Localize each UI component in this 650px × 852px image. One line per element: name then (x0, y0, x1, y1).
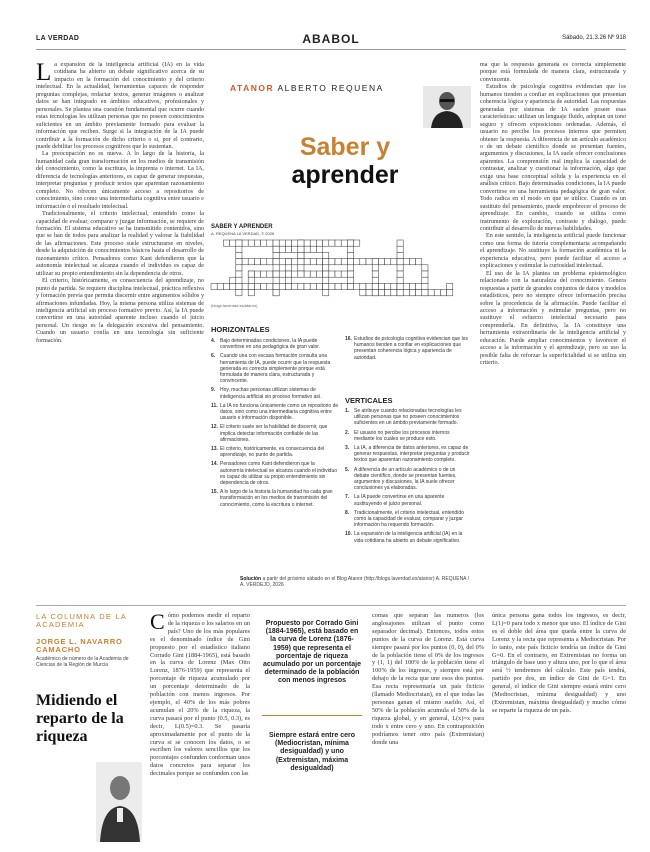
article-paragraph: La preocupación no es nueva. A lo largo de la historia, la humanidad cada gran transformación en los medios de transmisión del conocimiento, como la escritura, la imprenta o internet. La IA, diferencia de tecnologías anteriores, es capaz de generar respuestas, interpretar preguntas y producir textos que aparentan razonamiento completo. No ofrecen únicamente acceso a repositorios de conocimiento, sino como una intermediaria cognitiva entre usuario e información o el resultado intelectual. (36, 151, 204, 210)
crossword-cell (230, 277, 236, 283)
crossword-cell (347, 265, 353, 271)
clue-text: El criterio, históricamente, es consecuencia del aprendizaje, no punto de partida. (220, 446, 325, 459)
crossword-cell (304, 259, 310, 265)
crossword-cell (267, 271, 273, 277)
clue-number: 1. (345, 408, 350, 414)
crossword-title: SABER Y APRENDER (211, 224, 273, 230)
clue-text: La IA, a diferencia de datos anteriores, es capaz de generar respuestas, interpretar preguntas y producir textos que aparentan razonamiento completo. (354, 445, 470, 464)
crossword-clue (211, 403, 339, 422)
crossword-cell (335, 240, 341, 246)
crossword-cell (248, 240, 254, 246)
crossword-cell (366, 283, 372, 289)
crossword-cell (211, 283, 217, 289)
crossword-cell (304, 271, 310, 277)
crossword-cell (236, 246, 242, 252)
crossword-cell (310, 246, 316, 252)
crossword-cell (385, 283, 391, 289)
clue-text: Pensadores como Kant defendieron que la autonomía intelectual se alcanza cuando el individuo es capaz de utilizar su propio entendimiento sin dependencia de otros. (220, 461, 338, 487)
article-title-line1: Saber y (299, 133, 391, 161)
clue-text: Bajo determinadas condiciones, la IA puede convertirse en una pedagógica de gran valor. (220, 338, 321, 351)
crossword-cell (323, 252, 329, 258)
solution-text: a partir del próximo sábado en el Blog Atanor (http://blogs.laverdad.es/atanor) A. REQUENA / A. VERDEJO, 2026 (240, 576, 470, 588)
crossword-cell (273, 283, 279, 289)
horizontales-heading: HORIZONTALES (211, 325, 270, 334)
crossword-cell (292, 283, 298, 289)
crossword-cell (409, 290, 415, 296)
crossword-cell (248, 259, 254, 265)
clue-text: Hoy, muchas personas utilizan sistemas de inteligencia artificial sin proceso formativo así. (220, 387, 322, 400)
crossword-cell (416, 290, 422, 296)
crossword-cell (372, 265, 378, 271)
crossword-cell (298, 271, 304, 277)
article-dropcap: L (36, 62, 52, 86)
crossword-cell (310, 283, 316, 289)
crossword-cell (279, 246, 285, 252)
crossword-cell (422, 277, 428, 283)
crossword-cell (304, 246, 310, 252)
crossword-cell (341, 240, 347, 246)
bottom-column-4 (492, 612, 626, 846)
crossword-cell (273, 252, 279, 258)
crossword-cell (372, 290, 378, 296)
crossword-cell (279, 259, 285, 265)
bottom-paragraph: única persona gana todos los ingresos, es decir, L(1)=0 para todo x menor que uno. El índice de Gini es el doble del área que queda entre la curva de Lorenz y la recta que representa a Mediocristan. Por lo tanto, este país ficticio tendría un índice de Gini G=0. En el contrario, en Extremistan no forma un triángulo de base uno y altura uno, por lo que el área será ½ tendremos del cálculo. Este país tendrá, partido por dos, un índice de Gini de G=1. En general, el índice de Gini siempre estará entre cero (Mediocristan, mínima desigualdad) y uno (Extremistan, máxima desigualdad) y mucho cómo se reparte la riqueza de un país. (492, 612, 626, 714)
crossword-cell (254, 259, 260, 265)
crossword-cell (329, 271, 335, 277)
horizontales-list-cont (345, 336, 470, 364)
crossword-cell (335, 259, 341, 265)
clue-text: El criterio suele ser la habilidad de discernir, que implica detectar información confiable de las afirmaciones. (220, 424, 328, 443)
clue-number: 9. (211, 387, 216, 394)
crossword-cell (254, 271, 260, 277)
clue-number: 11. (211, 402, 218, 409)
crossword-cell (323, 259, 329, 265)
article-title-line2: aprender (291, 161, 399, 189)
crossword-cell (428, 290, 434, 296)
crossword-cell (347, 246, 353, 252)
newspaper-name: LA VERDAD (36, 35, 80, 42)
crossword-cell (354, 283, 360, 289)
crossword-cell (360, 259, 366, 265)
clue-number: 7. (345, 494, 350, 501)
article-paragraph: El uso de la IA plantea un problema epistemológico relacionado con la naturaleza del conocimiento. Genera respuestas a partir de grandes conjuntos de datos y modelos estadísticos, pero no siempre ofrece información precisa sobre la procedencia de la afirmación. Puede facilitar el acceso a información y estimular preguntas, pero no sustituye el esfuerzo intelectual necesario para comprenderla. En definitiva, la IA constituye una herramienta extraordinaria de la inteligencia artificial y educación. Puede ampliar conocimientos y favorecer el acceso a la información y el aprendizaje, pero su uso la posible falta de reforzar la superficialidad si se utiliza sin criterio. (480, 270, 626, 367)
crossword-clue (211, 446, 339, 458)
crossword-cell (236, 252, 242, 258)
crossword-cell (310, 271, 316, 277)
crossword-cell (316, 271, 322, 277)
crossword-cell (248, 277, 254, 283)
crossword-cell (273, 259, 279, 265)
article-title (265, 133, 425, 189)
author-portrait-icon (423, 86, 471, 128)
crossword-clue (211, 461, 339, 486)
crossword-cell (447, 290, 453, 296)
clue-text: A diferencia de un artículo académico o de un debate científico, donde se presentan fuentes, argumentos y discusiones, la IA suele ofrecer conclusiones ya elaboradas. (354, 466, 457, 492)
crossword-cell (354, 240, 360, 246)
crossword-cell (261, 240, 267, 246)
crossword-cell (304, 240, 310, 246)
crossword-clue (211, 424, 339, 443)
bottom-affiliation: Académico de número de la Academia de Ciencias de la Región de Murcia (36, 656, 129, 668)
crossword-cell (292, 271, 298, 277)
crossword-clue (345, 408, 470, 427)
crossword-cell (316, 283, 322, 289)
crossword-cell (422, 271, 428, 277)
pull-quote-divider (262, 715, 362, 716)
bottom-paragraph: comas que separan las numeros (los anglosajones utilizan el punto como separador decimal). Entonces, todos estos puntos de la curva de Lorenz. Está curva siempre pasará por los puntos (0, 0), del 0% de la población tiene el 0% de los ingresos y (1, 1) del 100% de la población tiene el 100% de los ingresos, y siempre está por debajo de la recta que une esos dos puntos. Esa recta representaría un país ficticio (llamado Mediocristan), en el que todas las personas ganan el mismo sueldo. Así, el 50% de la población acumula el 50% de la riqueza global, y en general, L(x)=x para todo x entre cero y uno. En contraposición podríamos tener otro país (Extremistan) donde una (372, 612, 484, 746)
crossword-cell (329, 240, 335, 246)
crossword-cell (323, 283, 329, 289)
crossword-cell (285, 265, 291, 271)
crossword-cell (242, 259, 248, 265)
crossword-cell (372, 283, 378, 289)
crossword-cell (323, 240, 329, 246)
crossword-clue (345, 430, 470, 442)
crossword-cell (323, 271, 329, 277)
crossword-cell (248, 290, 254, 296)
crossword-cell (360, 290, 366, 296)
crossword-cell (409, 283, 415, 289)
crossword-cell (372, 271, 378, 277)
crossword-cell (323, 265, 329, 271)
crossword-cell (403, 290, 409, 296)
crossword-cell (292, 246, 298, 252)
crossword-cell (236, 277, 242, 283)
article-paragraph: a expansión de la inteligencia artificial (IA) en la vida cotidiana ha abierto un debate significativo acerca de su impacto en la formación del conocimiento y del criterio intelectual. En la actualidad, herramientas capaces de responder preguntas complejas, redactar textos, generar imágenes o analizar datos se han integrado en ámbitos educativos, profesionales y personales. Se plantea una cuestión fundamental que ocurre cuando estas tecnologías les utilizan personas que no poseen conocimientos suficientes en un ámbito previamente formado para evaluar la información que reciben. Surge si la integración de la IA puede contribuir a la formación de dicho criterio o si, por el contrario, puede debilitar los procesos cognitivos que lo sustentan. (36, 62, 204, 150)
crossword-clue (345, 445, 470, 464)
crossword-clue (345, 510, 470, 529)
crossword-cell (316, 240, 322, 246)
crossword-cell (285, 259, 291, 265)
crossword-cell (304, 283, 310, 289)
crossword-cell (403, 283, 409, 289)
clue-number: 6. (211, 353, 216, 360)
verticales-list (345, 408, 470, 547)
crossword-cell (273, 246, 279, 252)
crossword-clue (211, 353, 339, 384)
clue-text: Se atribuye cuando relacionadas tecnologías les utilizan personas que no poseen conocimientos suficientes en un ámbito previamente formado. (354, 408, 462, 427)
column-label: ATANOR (230, 83, 275, 93)
crossword-cell (273, 271, 279, 277)
crossword-cell (285, 246, 291, 252)
crossword-cell (310, 240, 316, 246)
crossword-cell (323, 277, 329, 283)
crossword-cell (292, 259, 298, 265)
crossword-cell (267, 240, 273, 246)
crossword-cell (298, 240, 304, 246)
clue-text: Cuando una con escasa formación consulta una herramienta de IA, puede ocurrir que la respuesta generada es correcta simplemente porque está formulada de manera clara, estructurada y convincente. (220, 353, 331, 385)
crossword-cell (341, 259, 347, 265)
article-paragraph: ma que la respuesta generada es correcta simplemente porque está formulada de manera clara, estructurada y convincente. (480, 62, 626, 83)
crossword-cell (335, 271, 341, 277)
crossword-cell (341, 271, 347, 277)
crossword-cell (273, 265, 279, 271)
crossword-cell (298, 259, 304, 265)
crossword-cell (347, 277, 353, 283)
crossword-cell (273, 290, 279, 296)
crossword-cell (347, 240, 353, 246)
crossword-cell (347, 283, 353, 289)
bottom-column-3 (372, 612, 484, 846)
clue-number: 13. (211, 446, 218, 453)
crossword-cell (242, 283, 248, 289)
crossword-cell (329, 283, 335, 289)
horizontales-list (211, 338, 339, 511)
crossword-cell (397, 290, 403, 296)
crossword-cell (397, 259, 403, 265)
crossword-cell (298, 283, 304, 289)
crossword-cell (354, 259, 360, 265)
crossword-cell (217, 283, 223, 289)
crossword-cell (366, 290, 372, 296)
bottom-paragraph: ómo podemos medir el reparto de la riqueza o los salarios en un país? Uno de los más populares es el denominado índice de Gini propuesto por el estadístico italiano Corrado Gini (1884-1965), está basado en la curva de Lorenz (Max Otto Lorenz, 1876-1959) que representa el porcentaje de riqueza acumulado por un porcentaje determinado de la población con menos ingresos. Por ejemplo, el 40% de los más pobres acumulan el 20% de la riqueza, la curva pasará por el punto (0.5, 0.3), es decir, L(0.5)=0.3. Se pasaría aproximadamente por el punto de la curva si se conocen los datos, o se escriben los valores sencillos que los porcentajes confunden conforman unos datos concretos para separar los decimales porque se confunden con las (150, 612, 250, 778)
masthead (36, 34, 626, 50)
crossword-clue (211, 338, 339, 350)
solution-label: Solución (240, 576, 262, 582)
crossword-cell (397, 283, 403, 289)
crossword-cell (285, 240, 291, 246)
column-section-tag: LA COLUMNA DE LA ACADEMIA (36, 612, 127, 629)
crossword-cell (267, 283, 273, 289)
crossword-cell (434, 290, 440, 296)
crossword-cell (397, 246, 403, 252)
crossword-cell (273, 277, 279, 283)
crossword-cell (323, 290, 329, 296)
crossword-cell (341, 283, 347, 289)
clue-number: 14. (211, 461, 218, 468)
clue-number: 3. (345, 445, 350, 452)
crossword-cell (360, 283, 366, 289)
author-byline (230, 83, 384, 93)
crossword-cell (279, 240, 285, 246)
clue-text: Estudios de psicología cognitiva evidencian que los humanos tienden a confiar en explicaciones que presentan coherencia lógica y apariencia de autoridad. (354, 336, 468, 361)
clue-number: 12. (211, 424, 218, 431)
section-divider (36, 605, 626, 606)
crossword-cell (310, 259, 316, 265)
section-name: ABABOL (302, 32, 360, 46)
clue-number: 16. (345, 336, 352, 342)
crossword-cell (391, 290, 397, 296)
crossword-cell (236, 283, 242, 289)
bottom-dropcap: C (150, 612, 165, 634)
crossword-cell (236, 271, 242, 277)
clue-number: 4. (211, 338, 216, 344)
crossword-cell (378, 290, 384, 296)
crossword-cell (335, 283, 341, 289)
clue-number: 2. (345, 429, 350, 436)
crossword-cell (447, 283, 453, 289)
crossword-cell (422, 265, 428, 271)
clue-number: 15. (211, 489, 218, 496)
clue-text: El usuario no percibe los procesos internos mediante los cuales se produce esto. (354, 429, 450, 442)
clue-text: La expansión de la inteligencia artificial (IA) en la vida cotidiana ha abierto un debate significativo. (354, 531, 463, 544)
crossword-cell (254, 240, 260, 246)
crossword-cell (230, 283, 236, 289)
crossword-cell (378, 259, 384, 265)
article-paragraph: Estudios de psicología cognitiva evidencian que los humanos tienden a confiar en explicaciones que presentan coherencia lógica y apariencia de autoridad. Las respuestas generadas por sistemas de IA suelen poseer esas características: utilizan un lenguaje fluido, adoptan un tono seguro y ofrecen exposiciones ordenadas. Además, el usuario no percibe los procesos internos que permiten obtener la respuesta. A diferencia de un artículo académico o de un debate científico donde se presentan fuentes, argumentos y discusiones, la IA suele ofrecer conclusiones aparentes. La comprensión real implica la capacidad de contrastar, analizar y cuestionar la información, algo que exige una base conceptual sólida y la experiencia en el análisis crítico. Bajo determinadas condiciones, la IA puede convertirse en una herramienta pedagógica de gran valor. Todo radica en el modo en que se utilice. Cuando es un sustituto del pensamiento, puede empobrecer el proceso de aprendizaje. En cambio, cuando se utiliza como instrumento de exploración, contraste y diálogo, puede contribuir al desarrollo de nuevas habilidades. (480, 84, 626, 232)
crossword-cell (372, 259, 378, 265)
crossword-cell (298, 246, 304, 252)
crossword-cell (279, 283, 285, 289)
crossword-cell (285, 271, 291, 277)
clue-text: La IA no funciona únicamente como un repositorio de datos, sino como una intermediaria cognitiva entre usuario e información disponible. (220, 402, 339, 422)
crossword-clue (211, 489, 339, 508)
crossword-cell (223, 240, 229, 246)
crossword-cell (397, 240, 403, 246)
crossword-cell (347, 259, 353, 265)
crossword-cell (385, 290, 391, 296)
crossword-cell (292, 240, 298, 246)
pull-quote-1: Propuesto por Corrado Gini (1884-1965), está basado en la curva de Lorenz (1876-1959) que representa el porcentaje de riqueza acumulado por un porcentaje determinado de la población con menos ingresos (262, 620, 361, 685)
crossword-cell (391, 283, 397, 289)
crossword-cell (248, 271, 254, 277)
crossword-cell (298, 252, 304, 258)
crossword-cell (285, 277, 291, 283)
crossword-cell (230, 240, 236, 246)
crossword-cell (372, 277, 378, 283)
crossword-clue (345, 336, 470, 361)
author-portrait-icon (96, 762, 142, 842)
crossword-cell (409, 259, 415, 265)
article-paragraph: En este sentido, la inteligencia artificial puede funcionar como una forma de tutoría complementaria acompañando el aprendizaje. No sustituye la formación académica ni la experiencia educativa, pero puede facilitar el acceso a explicaciones y estimular la curiosidad intelectual. (480, 233, 626, 270)
crossword-cell (261, 259, 267, 265)
author-name: ALBERTO REQUENA (277, 83, 384, 93)
crossword-cell (403, 259, 409, 265)
clue-text: A lo largo de la historia la humanidad ha cada gran transformación en los medios de transmisión del conocimiento, como la escritura o internet. (220, 489, 333, 508)
crossword-solution (240, 576, 470, 588)
crossword-credit: (blogs.laverdad.es/atanor) (211, 303, 258, 308)
crossword-cell (242, 240, 248, 246)
crossword-cell (236, 265, 242, 271)
crossword-cell (416, 283, 422, 289)
clue-number: 5. (345, 466, 350, 473)
crossword-cell (254, 283, 260, 289)
crossword-cell (267, 259, 273, 265)
crossword-cell (391, 259, 397, 265)
crossword-cell (397, 277, 403, 283)
crossword-cell (316, 259, 322, 265)
crossword-cell (273, 240, 279, 246)
crossword-grid (209, 238, 469, 300)
crossword-clue (345, 494, 470, 506)
crossword-clue (345, 531, 470, 543)
crossword-clue (345, 467, 470, 492)
crossword-cell (329, 259, 335, 265)
crossword-cell (279, 271, 285, 277)
clue-text: Tradicionalmente, el criterio intelectual, entendido como la capacidad de evaluar, comparar y juzgar información ha requerido formación. (354, 509, 464, 529)
crossword-cell (223, 283, 229, 289)
crossword-cell (422, 290, 428, 296)
crossword-cell (285, 283, 291, 289)
crossword-cell (385, 259, 391, 265)
issue-date: Sábado, 21.3.26 Nº 918 (562, 35, 626, 41)
clue-number: 8. (345, 509, 350, 516)
article-column-3 (480, 62, 626, 600)
crossword-cell (416, 259, 422, 265)
bottom-author: JORGE L. NAVARRO CAMACHO (36, 637, 123, 654)
crossword-cell (248, 283, 254, 289)
crossword-cell (236, 240, 242, 246)
article-column-1 (36, 62, 204, 600)
clue-number: 10. (345, 531, 352, 538)
crossword-cell (236, 290, 242, 296)
clue-text: La IA puede convertirse en una aparente sustituyendo el juicio personal. (354, 494, 445, 507)
crossword-cell (366, 259, 372, 265)
article-paragraph: Tradicionalmente, el criterio intelectual, entendido como la capacidad de evaluar, comparar y juzgar información, se requiere de formación. El sistema educativo se ha transmitido contenidos, sino que se han de todos para analizar la realidad y valorar la fiabilidad de las afirmaciones. Este proceso suele estructurarse en niveles, desde la adquisición de conocimientos básicos hasta el desarrollo de razonamiento crítico. Pensadores como Kant defendieron que la autonomía intelectual se alcanza cuando el individuo es capaz de utilizar su propio entendimiento sin la dependencia de otros. (36, 211, 204, 277)
crossword-cell (347, 271, 353, 277)
crossword-cell (378, 283, 384, 289)
crossword-cell (261, 283, 267, 289)
crossword-cell (316, 246, 322, 252)
author-photo (423, 86, 471, 128)
bottom-column-1 (150, 612, 250, 846)
crossword-clue (211, 387, 339, 399)
bottom-title: Midiendo el reparto de la riqueza (36, 692, 124, 745)
crossword-cell (261, 271, 267, 277)
pull-quote-2: Siempre estará entre cero (Mediocristan, mínima desigualdad) y uno (Extremistan, máxima desigualdad) (269, 732, 355, 772)
article-paragraph: El criterio, históricamente, es consecuencia del aprendizaje, no punto de partida. Se requiere disciplina intelectual, práctica reflexiva y formación previa que permita discernir entre argumentos sólidos y afirmaciones infundadas. Hoy, la misma persona utiliza sistemas de inteligencia artificial sin proceso formativo previo. Así, la IA puede convertirse en una autoridad aparente incluso cuando el juicio personal. Un riesgo es la delegación excesiva del pensamiento. Cuando un usuario confía en una tecnología sin suficiente formación. (36, 278, 204, 344)
crossword-cell (422, 283, 428, 289)
crossword-cell (236, 259, 242, 265)
crossword-cell (397, 252, 403, 258)
crossword-cell (440, 290, 446, 296)
crossword-cell (298, 265, 304, 271)
crossword-cell (347, 252, 353, 258)
crossword-cell (397, 271, 403, 277)
crossword-cell (397, 265, 403, 271)
verticales-heading: VERTICALES (345, 396, 393, 405)
crossword-subtitle: A. REQUENA LA VERDAD, © 2026 (211, 231, 275, 236)
